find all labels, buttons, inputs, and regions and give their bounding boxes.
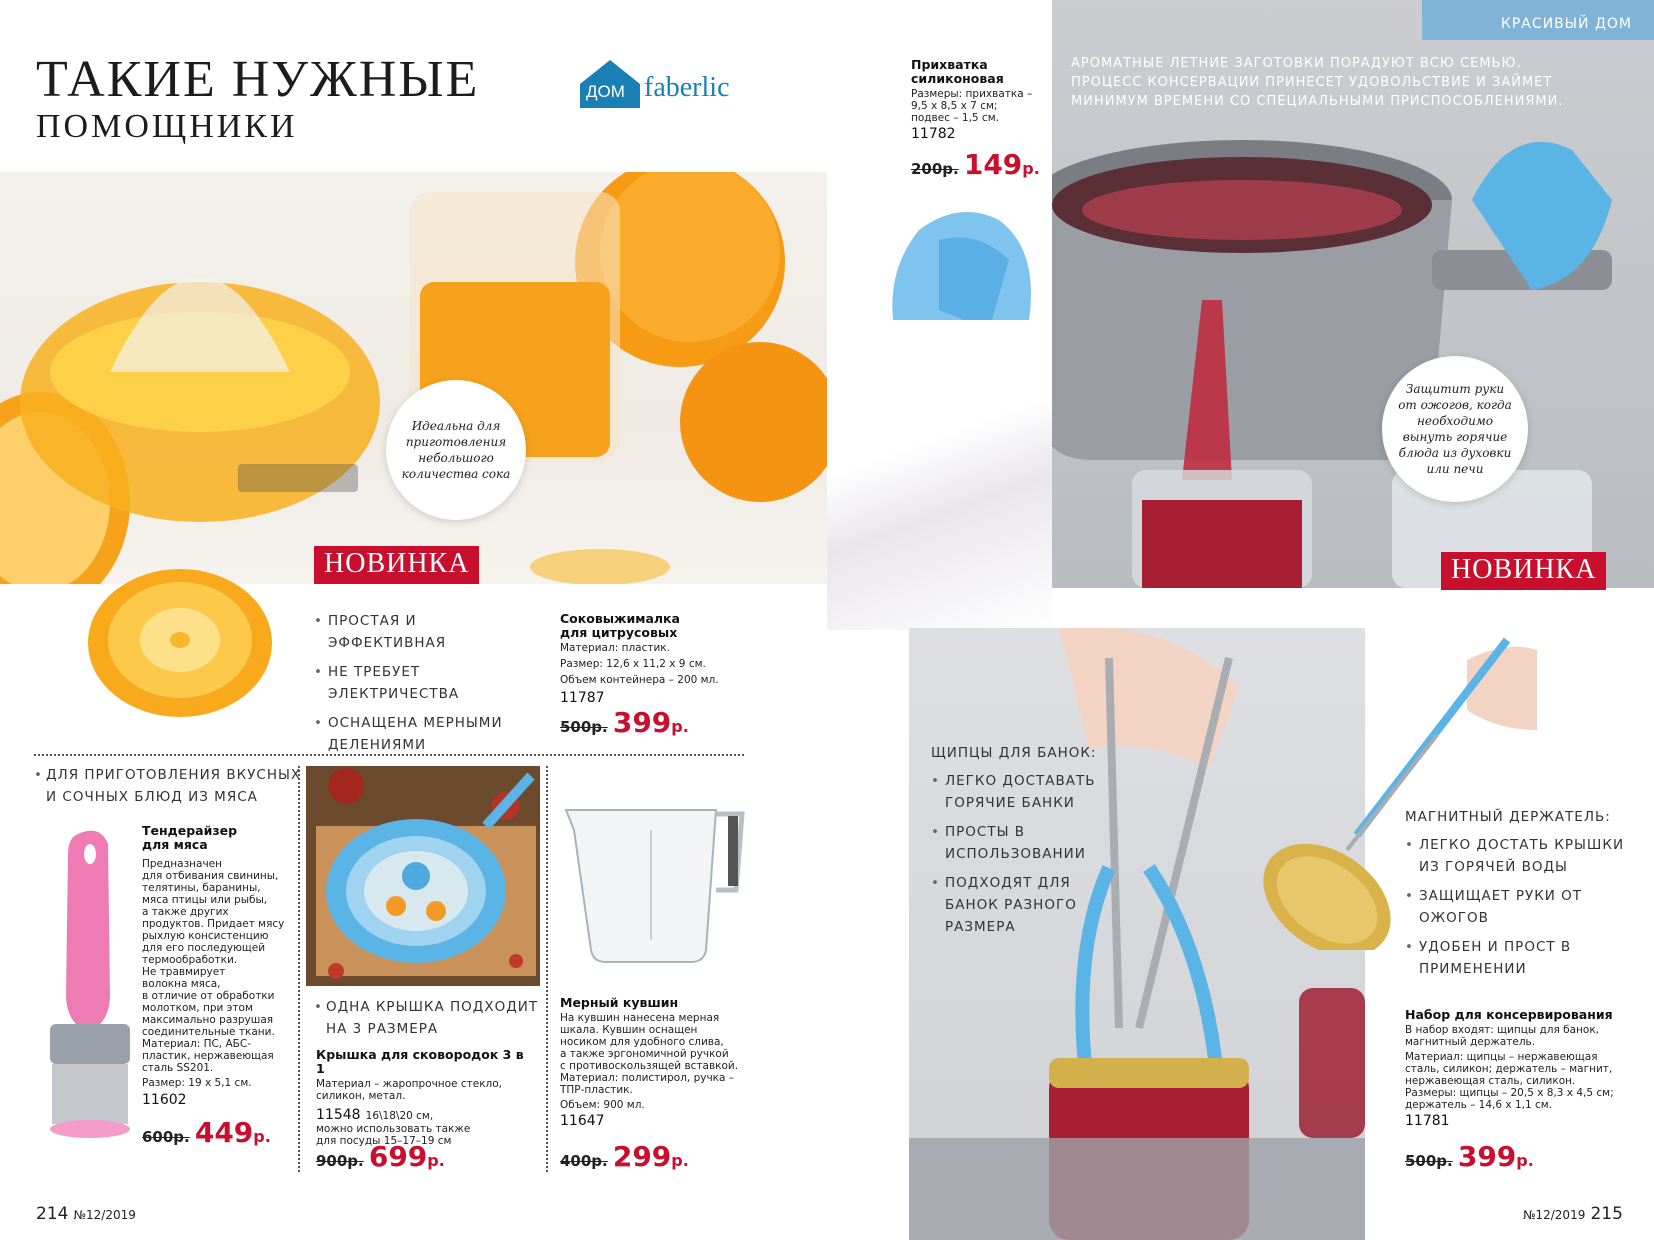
lid-price-row bbox=[316, 1140, 445, 1173]
tongs-features-list bbox=[931, 770, 1111, 945]
list-item: • ПРОСТЫ В ИСПОЛЬЗОВАНИИ bbox=[931, 821, 1111, 865]
product-desc: Размер: 19 x 5,1 см. bbox=[142, 1077, 252, 1089]
product-desc: подвес – 1,5 см. bbox=[911, 112, 999, 124]
product-code: 11787 bbox=[560, 690, 605, 706]
page-footer bbox=[36, 1204, 136, 1224]
new-badge: НОВИНКА bbox=[314, 546, 479, 584]
product-desc: Предназначен bbox=[142, 858, 222, 870]
section-divider bbox=[34, 754, 744, 756]
list-item: • ПОДХОДЯТ ДЛЯ БАНОК РАЗНОГО РАЗМЕРА bbox=[931, 872, 1111, 938]
product-name-line2: для мяса bbox=[142, 837, 208, 852]
intro-line: АРОМАТНЫЕ ЛЕТНИЕ ЗАГОТОВКИ ПОРАДУЮТ ВСЮ СЕМЬЮ. bbox=[1071, 56, 1522, 71]
product-desc: Объем контейнера – 200 мл. bbox=[560, 674, 719, 686]
intro-line: ПРОЦЕСС КОНСЕРВАЦИИ ПРИНЕСЕТ УДОВОЛЬСТВИЕ И ЗАЙМЕТ bbox=[1071, 75, 1553, 90]
oven-mitt-feature-circle: Защитит руки от ожогов, когда необходимо вынуть горячие блюда из духовки или печи bbox=[1382, 356, 1528, 502]
product-desc: молотком, при этом bbox=[142, 1002, 253, 1014]
product-code: 11782 bbox=[911, 126, 956, 142]
product-desc: Материал: щипцы – нержавеющая bbox=[1405, 1051, 1598, 1063]
product-desc: а также других bbox=[142, 906, 229, 918]
product-desc-block bbox=[560, 1012, 760, 1111]
old-price: 600р. bbox=[142, 1128, 190, 1146]
product-name: Мерный кувшин bbox=[560, 995, 679, 1010]
product-desc: в отличие от обработки bbox=[142, 990, 275, 1002]
pan-lid-scene-image bbox=[306, 766, 540, 986]
list-item: • ПРОСТАЯ И ЭФФЕКТИВНАЯ bbox=[314, 610, 524, 654]
product-desc: волокна мяса, bbox=[142, 978, 221, 990]
currency: р. bbox=[671, 717, 689, 736]
list-item: • ОСНАЩЕНА МЕРНЫМИ ДЕЛЕНИЯМИ bbox=[314, 712, 524, 756]
arm-photo-strip bbox=[827, 320, 1052, 630]
old-price: 400р. bbox=[560, 1152, 608, 1170]
bullet-dot: • bbox=[34, 767, 43, 783]
magnet-features-list bbox=[1405, 834, 1625, 987]
product-desc: для посуды 15–17–19 см bbox=[316, 1135, 452, 1147]
juicer-scene-image bbox=[0, 172, 827, 584]
product-desc: носиком для удобного слива, bbox=[560, 1036, 724, 1048]
product-name: Тендерайзер bbox=[142, 823, 238, 838]
product-desc: мяса птицы или рыбы, bbox=[142, 894, 268, 906]
juicer-product-image bbox=[80, 548, 280, 718]
product-desc: Размеры: прихватка – bbox=[911, 88, 1033, 100]
product-desc: Материал – жаропрочное стекло, bbox=[316, 1078, 503, 1090]
intro-line: МИНИМУМ ВРЕМЕНИ СО СПЕЦИАЛЬНЫМИ ПРИСПОСОБЛЕНИЯМИ. bbox=[1071, 94, 1564, 109]
issue-number: №12/2019 bbox=[73, 1208, 136, 1222]
list-item: • НЕ ТРЕБУЕТ ЭЛЕКТРИЧЕСТВА bbox=[314, 661, 524, 705]
product-desc: максимально разрушая bbox=[142, 1014, 274, 1026]
product-desc: соединительные ткани. bbox=[142, 1026, 275, 1038]
bullet-dot: • bbox=[314, 999, 323, 1015]
product-name: Крышка для сковородок 3 в 1 bbox=[316, 1047, 524, 1076]
issue-number: №12/2019 bbox=[1523, 1208, 1586, 1222]
product-desc: Материал: ПС, АБС- bbox=[142, 1038, 251, 1050]
product-name: Прихватка bbox=[911, 57, 988, 72]
product-desc: магнитный держатель. bbox=[1405, 1036, 1536, 1048]
page-subtitle: ПОМОЩНИКИ bbox=[36, 108, 298, 145]
product-code: 11548 bbox=[316, 1107, 361, 1123]
measuring-jug-image bbox=[556, 800, 756, 970]
product-desc: В набор входят: щипцы для банок, bbox=[1405, 1024, 1599, 1036]
product-desc: Размеры: щипцы – 20,5 x 8,3 x 4,5 см; bbox=[1405, 1087, 1614, 1099]
product-desc: сталь SS201. bbox=[142, 1062, 214, 1074]
column-divider bbox=[298, 766, 300, 1172]
product-desc: пластик, нержавеющая bbox=[142, 1050, 274, 1062]
old-price: 500р. bbox=[560, 718, 608, 736]
jug-price-row bbox=[560, 1140, 689, 1173]
product-desc: продуктов. Придает мясу bbox=[142, 918, 285, 930]
intro-text bbox=[1071, 54, 1571, 111]
new-price: 449 bbox=[194, 1116, 254, 1149]
lid-feature-bullet: • ОДНА КРЫШКА ПОДХОДИТ НА 3 РАЗМЕРА bbox=[314, 996, 546, 1040]
product-desc: Материал: пластик. bbox=[560, 642, 670, 654]
tenderizer-product-info bbox=[142, 824, 292, 1108]
product-desc: На кувшин нанесена мерная bbox=[560, 1012, 720, 1024]
product-desc: телятины, баранины, bbox=[142, 882, 261, 894]
product-desc: Не травмирует bbox=[142, 966, 226, 978]
faberlic-logo bbox=[578, 58, 748, 110]
product-name: Набор для консервирования bbox=[1405, 1007, 1613, 1022]
tongs-heading: ЩИПЦЫ ДЛЯ БАНОК: bbox=[931, 745, 1097, 761]
juicer-product-info bbox=[560, 612, 760, 739]
product-desc: сталь, силикон; держатель – магнит, bbox=[1405, 1063, 1613, 1075]
juicer-feature-circle: Идеальна для приготовления небольшого количества сока bbox=[386, 380, 526, 520]
currency: р. bbox=[253, 1127, 271, 1146]
tenderizer-image bbox=[38, 824, 138, 1144]
product-name-line2: для цитрусовых bbox=[560, 625, 678, 640]
canning-set-price-row bbox=[1405, 1140, 1534, 1173]
product-desc: рыхлую консистенцию bbox=[142, 930, 269, 942]
product-code: 11647 bbox=[560, 1113, 605, 1129]
currency: р. bbox=[671, 1151, 689, 1170]
measuring-jug-product-image bbox=[556, 800, 756, 970]
currency: р. bbox=[427, 1151, 445, 1170]
meat-feature-bullet: • ДЛЯ ПРИГОТОВЛЕНИЯ ВКУСНЫХ И СОЧНЫХ БЛЮД ИЗ МЯСА bbox=[34, 764, 306, 808]
list-item: • УДОБЕН И ПРОСТ В ПРИМЕНЕНИИ bbox=[1405, 936, 1625, 980]
product-desc: держатель – 14,6 x 1,1 см. bbox=[1405, 1099, 1553, 1111]
code-row bbox=[316, 1104, 536, 1123]
product-size-note: 16\18\20 см, bbox=[365, 1110, 434, 1122]
logo-brand-text: faberlic bbox=[644, 72, 730, 103]
page-number: 214 bbox=[36, 1204, 69, 1224]
juicer-top-view-image bbox=[80, 548, 280, 718]
product-desc: для отбивания свинины, bbox=[142, 870, 279, 882]
currency: р. bbox=[1516, 1151, 1534, 1170]
tenderizer-tool-image bbox=[38, 824, 138, 1144]
product-desc: силикон, метал. bbox=[316, 1090, 406, 1102]
product-desc: термообработки. bbox=[142, 954, 238, 966]
currency: р. bbox=[1022, 159, 1040, 178]
product-name: Соковыжималка bbox=[560, 611, 680, 626]
juicer-hero-photo bbox=[0, 172, 827, 584]
product-desc-block bbox=[1405, 1024, 1645, 1111]
product-desc: можно использовать также bbox=[316, 1123, 471, 1135]
new-badge: НОВИНКА bbox=[1441, 552, 1606, 590]
column-divider bbox=[546, 766, 548, 1172]
pan-lid-photo bbox=[306, 766, 540, 986]
product-desc: нержавеющая сталь, силикон. bbox=[1405, 1075, 1576, 1087]
jug-product-info bbox=[560, 996, 760, 1129]
price-row bbox=[560, 706, 760, 739]
product-desc: ТПР-пластик. bbox=[560, 1084, 633, 1096]
product-desc-block bbox=[142, 858, 292, 1089]
product-desc: 9,5 x 8,5 x 7 см; bbox=[911, 100, 998, 112]
product-code: 11781 bbox=[1405, 1113, 1450, 1129]
old-price: 500р. bbox=[1405, 1152, 1453, 1170]
product-name-line2: силиконовая bbox=[911, 71, 1004, 86]
product-code: 11602 bbox=[142, 1092, 187, 1108]
product-desc: а также эргономичной ручкой bbox=[560, 1048, 729, 1060]
new-price: 149 bbox=[963, 148, 1023, 181]
product-desc: с противоскользящей вставкой. bbox=[560, 1060, 739, 1072]
old-price: 900р. bbox=[316, 1152, 364, 1170]
product-desc: Материал: полистирол, ручка – bbox=[560, 1072, 735, 1084]
product-desc: для его последующей bbox=[142, 942, 266, 954]
lid-product-info bbox=[316, 1048, 536, 1147]
old-price: 200р. bbox=[911, 160, 959, 178]
magnet-heading: МАГНИТНЫЙ ДЕРЖАТЕЛЬ: bbox=[1405, 809, 1611, 825]
product-desc: Размер: 12,6 x 11,2 x 9 см. bbox=[560, 658, 706, 670]
logo-dom-text: ДОМ bbox=[586, 82, 625, 101]
product-desc: Объем: 900 мл. bbox=[560, 1099, 645, 1111]
new-price: 399 bbox=[612, 706, 672, 739]
list-item: • ЛЕГКО ДОСТАТЬ КРЫШКИ ИЗ ГОРЯЧЕЙ ВОДЫ bbox=[1405, 834, 1625, 878]
mitt-price-row bbox=[911, 148, 1040, 181]
new-price: 299 bbox=[612, 1140, 672, 1173]
page-footer bbox=[1523, 1204, 1623, 1224]
juicer-features-list bbox=[314, 610, 524, 763]
page-number: 215 bbox=[1590, 1204, 1623, 1224]
canning-set-product-info bbox=[1405, 1008, 1645, 1129]
mitt-product-info bbox=[911, 58, 1051, 142]
section-tab: КРАСИВЫЙ ДОМ bbox=[1422, 0, 1654, 40]
right-page bbox=[827, 0, 1654, 1240]
new-price: 399 bbox=[1457, 1140, 1517, 1173]
list-item: • ЛЕГКО ДОСТАВАТЬ ГОРЯЧИЕ БАНКИ bbox=[931, 770, 1111, 814]
tenderizer-price-row bbox=[142, 1116, 271, 1149]
page-title: ТАКИЕ НУЖНЫЕ bbox=[36, 51, 480, 108]
list-item: • ЗАЩИЩАЕТ РУКИ ОТ ОЖОГОВ bbox=[1405, 885, 1625, 929]
new-price: 699 bbox=[368, 1140, 428, 1173]
product-desc: шкала. Кувшин оснащен bbox=[560, 1024, 698, 1036]
